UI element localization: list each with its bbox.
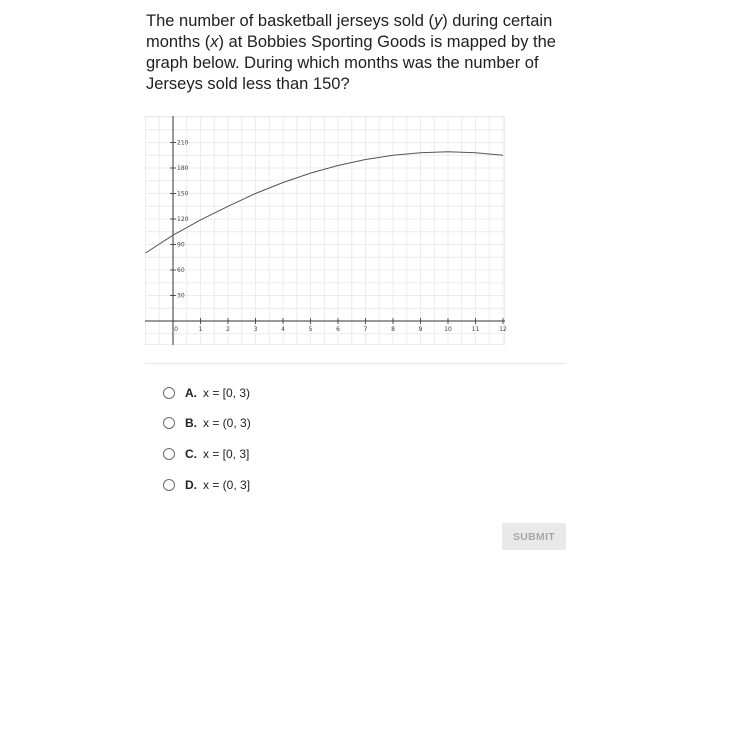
graph — [145, 116, 505, 345]
x-tick-label: 0 — [174, 326, 178, 333]
y-tick-label: 210 — [177, 139, 189, 147]
submit-button[interactable]: SUBMIT — [502, 523, 566, 550]
question-text: The number of basketball jerseys sold (y) during certain months (x) at Bobbies Sporting Goods is mapped by the graph below. During which months was the number of Jerseys sold less than 150? — [146, 12, 556, 93]
y-tick-label: 120 — [177, 216, 189, 223]
option-letter: B. — [185, 416, 197, 430]
option-a[interactable] — [163, 383, 250, 403]
option-text: x = (0, 3] — [203, 478, 251, 492]
x-tick-label: 10 — [444, 326, 452, 333]
graph-svg — [145, 116, 505, 345]
x-tick-label: 12 — [499, 326, 507, 333]
option-letter: C. — [185, 447, 197, 461]
radio-button-b[interactable] — [163, 417, 175, 429]
x-tick-label: 4 — [281, 326, 285, 333]
option-b[interactable] — [163, 413, 251, 433]
radio-button-d[interactable] — [163, 479, 175, 491]
option-text: x = [0, 3) — [203, 386, 251, 400]
x-tick-label: 7 — [363, 326, 368, 333]
y-tick-label: 180 — [177, 165, 189, 172]
x-tick-label: 3 — [253, 326, 258, 333]
x-tick-label: 11 — [471, 326, 480, 333]
option-text: x = (0, 3) — [203, 416, 251, 430]
y-tick-label: 90 — [177, 241, 185, 249]
option-c[interactable] — [163, 444, 249, 464]
x-tick-label: 1 — [198, 326, 203, 333]
radio-button-c[interactable] — [163, 448, 175, 460]
graph-frame — [146, 117, 505, 345]
x-tick-label: 5 — [308, 326, 313, 333]
y-tick-label: 150 — [177, 190, 189, 198]
option-letter: D. — [185, 478, 197, 492]
radio-button-a[interactable] — [163, 387, 175, 399]
x-tick-label: 8 — [391, 326, 395, 333]
x-tick-label: 6 — [336, 326, 340, 333]
divider — [145, 363, 566, 364]
option-letter: A. — [185, 386, 197, 400]
y-tick-label: 60 — [177, 267, 185, 274]
option-d[interactable] — [163, 475, 250, 495]
x-tick-label: 9 — [418, 326, 423, 333]
x-tick-label: 2 — [226, 326, 230, 333]
y-tick-label: 30 — [177, 292, 185, 300]
option-text: x = [0, 3] — [203, 447, 250, 461]
